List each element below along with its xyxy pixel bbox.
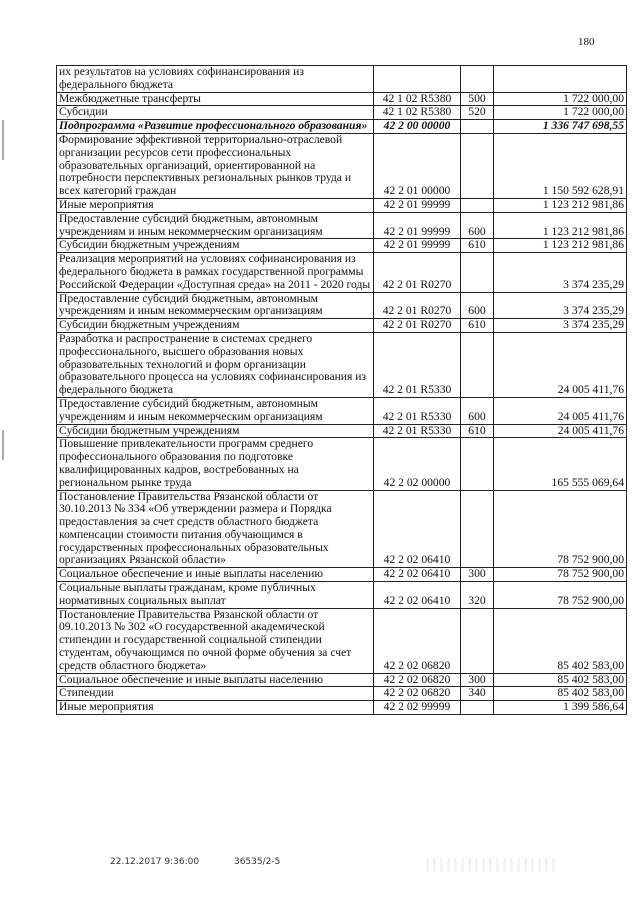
row-name-cell: Предоставление субсидий бюджетным, автономным учреждениям и иным некоммерческим организациям: [57, 212, 374, 239]
table-row: [57, 212, 627, 239]
row-name-cell: Предоставление субсидий бюджетным, автономным учреждениям и иным некоммерческим организациям: [57, 292, 374, 319]
row-name-cell: Стипендии: [57, 687, 374, 701]
scan-edge-mark: [2, 430, 4, 460]
row-type-cell: [461, 198, 494, 212]
table-row: [57, 490, 627, 568]
table-row: [57, 608, 627, 673]
row-code-cell: 42 2 02 06820: [374, 687, 461, 701]
row-name-cell: их результатов на условиях софинансирования из федерального бюджета: [57, 66, 374, 93]
row-type-cell: 600: [461, 292, 494, 319]
row-amount-cell: 85 402 583,00: [494, 673, 627, 687]
table-row: [57, 106, 627, 120]
table-row: [57, 133, 627, 198]
row-type-cell: [461, 253, 494, 292]
row-amount-cell: 1 399 586,64: [494, 701, 627, 715]
row-name-cell: Субсидии бюджетным учреждениям: [57, 424, 374, 438]
table-row: [57, 332, 627, 397]
table-row: [57, 120, 627, 134]
row-name-cell: Иные мероприятия: [57, 701, 374, 715]
table-row: [57, 701, 627, 715]
row-type-cell: [461, 66, 494, 93]
row-type-cell: 340: [461, 687, 494, 701]
row-code-cell: 42 2 02 06410: [374, 582, 461, 609]
row-amount-cell: 78 752 900,00: [494, 490, 627, 568]
row-code-cell: 42 1 02 R5380: [374, 92, 461, 106]
row-code-cell: 42 2 01 99999: [374, 212, 461, 239]
row-code-cell: 42 2 01 R5330: [374, 397, 461, 424]
table-row: [57, 253, 627, 292]
table-row: [57, 92, 627, 106]
row-type-cell: 320: [461, 582, 494, 609]
table-row: [57, 66, 627, 93]
row-type-cell: [461, 332, 494, 397]
row-amount-cell: 165 555 069,64: [494, 438, 627, 490]
row-type-cell: 610: [461, 424, 494, 438]
row-amount-cell: 78 752 900,00: [494, 568, 627, 582]
row-type-cell: 610: [461, 239, 494, 253]
row-code-cell: 42 1 02 R5380: [374, 106, 461, 120]
row-amount-cell: 24 005 411,76: [494, 332, 627, 397]
row-name-cell: Межбюджетные трансферты: [57, 92, 374, 106]
row-code-cell: 42 2 01 R0270: [374, 253, 461, 292]
row-code-cell: 42 2 02 06820: [374, 608, 461, 673]
table-row: [57, 292, 627, 319]
row-name-cell: Постановление Правительства Рязанской области от 09.10.2013 № 302 «О государственной академической стипендии и государственной социальной стипендии студентам, обучающимся по очной форме обучения за счет средств областного бюджета»: [57, 608, 374, 673]
row-name-cell: Социальное обеспечение и иные выплаты населению: [57, 568, 374, 582]
table-row: [57, 319, 627, 333]
row-code-cell: [374, 66, 461, 93]
table-row: [57, 198, 627, 212]
row-type-cell: [461, 490, 494, 568]
table-row: [57, 438, 627, 490]
row-name-cell: Субсидии бюджетным учреждениям: [57, 239, 374, 253]
row-name-cell: Повышение привлекательности программ среднего профессионального образования по подготовке квалифицированных кадров, востребованных на региональном рынке труда: [57, 438, 374, 490]
row-amount-cell: 1 123 212 981,86: [494, 212, 627, 239]
table-row: [57, 673, 627, 687]
row-amount-cell: 1 722 000,00: [494, 92, 627, 106]
row-amount-cell: 85 402 583,00: [494, 608, 627, 673]
row-code-cell: 42 2 01 99999: [374, 239, 461, 253]
table-row: [57, 568, 627, 582]
footer-doc-code: 36535/2-5: [233, 857, 281, 867]
row-type-cell: [461, 133, 494, 198]
row-type-cell: 610: [461, 319, 494, 333]
row-amount-cell: 3 374 235,29: [494, 319, 627, 333]
row-amount-cell: 24 005 411,76: [494, 397, 627, 424]
row-type-cell: 300: [461, 673, 494, 687]
row-type-cell: 600: [461, 397, 494, 424]
scan-edge-mark: [2, 120, 4, 160]
row-code-cell: 42 2 01 99999: [374, 198, 461, 212]
row-amount-cell: 85 402 583,00: [494, 687, 627, 701]
row-amount-cell: 1 722 000,00: [494, 106, 627, 120]
row-code-cell: 42 2 01 00000: [374, 133, 461, 198]
table-row: [57, 582, 627, 609]
row-code-cell: 42 2 00 00000: [374, 120, 461, 134]
budget-table: [56, 65, 627, 715]
table-row: [57, 687, 627, 701]
row-code-cell: 42 2 01 R0270: [374, 319, 461, 333]
row-code-cell: 42 2 02 99999: [374, 701, 461, 715]
row-amount-cell: 1 336 747 698,55: [494, 120, 627, 134]
row-code-cell: 42 2 02 00000: [374, 438, 461, 490]
row-amount-cell: [494, 66, 627, 93]
row-type-cell: [461, 438, 494, 490]
row-amount-cell: 1 150 592 628,91: [494, 133, 627, 198]
row-name-cell: Реализация мероприятий на условиях софинансирования из федерального бюджета в рамках государственной программы Российской Федерации «Доступная среда» на 2011 - 2020 годы: [57, 253, 374, 292]
row-name-cell: Предоставление субсидий бюджетным, автономным учреждениям и иным некоммерческим организациям: [57, 397, 374, 424]
row-type-cell: 500: [461, 92, 494, 106]
row-code-cell: 42 2 02 06410: [374, 568, 461, 582]
row-type-cell: 520: [461, 106, 494, 120]
table-row: [57, 239, 627, 253]
table-row: [57, 397, 627, 424]
row-name-cell: Постановление Правительства Рязанской области от 30.10.2013 № 334 «Об утверждении размера и Порядка предоставления за счет средств областного бюджета компенсации стоимости питания обучающимся в государственных профессиональных образовательных организациях Рязанской области»: [57, 490, 374, 568]
row-name-cell: Социальные выплаты гражданам, кроме публичных нормативных социальных выплат: [57, 582, 374, 609]
row-amount-cell: 3 374 235,29: [494, 253, 627, 292]
footer-timestamp: 22.12.2017 9:36:00: [110, 857, 200, 867]
footer: [110, 857, 312, 867]
row-code-cell: 42 2 01 R0270: [374, 292, 461, 319]
row-type-cell: [461, 608, 494, 673]
row-amount-cell: 3 374 235,29: [494, 292, 627, 319]
row-amount-cell: 1 123 212 981,86: [494, 239, 627, 253]
row-name-cell: Субсидии бюджетным учреждениям: [57, 319, 374, 333]
scan-smudge: [426, 858, 556, 872]
row-type-cell: 600: [461, 212, 494, 239]
row-type-cell: [461, 120, 494, 134]
row-type-cell: [461, 701, 494, 715]
page-number: 180: [578, 36, 595, 48]
row-code-cell: 42 2 01 R5330: [374, 332, 461, 397]
row-code-cell: 42 2 01 R5330: [374, 424, 461, 438]
row-type-cell: 300: [461, 568, 494, 582]
row-name-cell: Подпрограмма «Развитие профессионального образования»: [57, 120, 374, 134]
row-code-cell: 42 2 02 06820: [374, 673, 461, 687]
row-amount-cell: 24 005 411,76: [494, 424, 627, 438]
table-row: [57, 424, 627, 438]
row-name-cell: Разработка и распространение в системах среднего профессионального, высшего образования новых образовательных технологий и форм организации образовательного процесса на условиях софинансирования из федерального бюджета: [57, 332, 374, 397]
row-code-cell: 42 2 02 06410: [374, 490, 461, 568]
row-name-cell: Субсидии: [57, 106, 374, 120]
row-amount-cell: 78 752 900,00: [494, 582, 627, 609]
row-name-cell: Формирование эффективной территориально-отраслевой организации ресурсов сети профессиональных образовательных организаций, ориентированной на потребности перспективных региональных рынков труда и всех категорий граждан: [57, 133, 374, 198]
row-amount-cell: 1 123 212 981,86: [494, 198, 627, 212]
row-name-cell: Иные мероприятия: [57, 198, 374, 212]
row-name-cell: Социальное обеспечение и иные выплаты населению: [57, 673, 374, 687]
